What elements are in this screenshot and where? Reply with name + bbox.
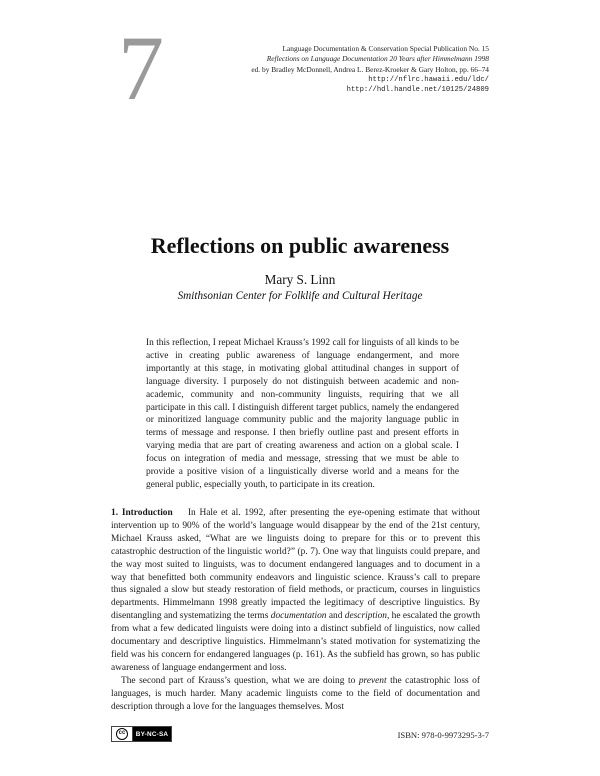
paragraph-1 — [111, 507, 480, 675]
p1-term-documentation: documentation — [270, 611, 327, 622]
p1-text-b: and — [328, 611, 343, 622]
p2-term-prevent: prevent — [358, 675, 387, 686]
cc-symbol: cc — [116, 728, 128, 740]
p1-text-a: In Hale et al. 1992, after presenting the eye-opening estimate that without intervention up to 90% of the world’s language would disappear by the end of the 21st century, Michael Krauss asked, “What are we linguists doing to prepare for this or to prevent this catastrophic destruction of the linguistic world?” (p. 7). One way that linguists could prepare, and the way most suited to linguists, was to document endangered languages and to document in a way that benefitted both community endeavors and linguistic science. Krauss’s call to prepare thus signaled a slow but steady restoration of field methods, or practicum, courses in linguistics departments. Himmelmann 1998 greatly impacted the legitimacy of descriptive linguistics. By disentangling and systematizing the terms — [111, 508, 480, 622]
isbn: ISBN: 978-0-9973295-3-7 — [397, 730, 489, 740]
editors-line: ed. by Bradley McDonnell, Andrea L. Berez-Kroeker & Gary Holton, pp. 66–74 — [251, 64, 489, 74]
publication-header — [251, 44, 489, 95]
license-label: BY-NC-SA — [133, 727, 171, 741]
series-line: Language Documentation & Conservation Special Publication No. 15 — [282, 44, 489, 53]
paper-title: Reflections on public awareness — [150, 233, 450, 258]
journal-url-link[interactable]: http://nflrc.hawaii.edu/ldc/ — [368, 75, 489, 84]
abstract — [146, 337, 459, 492]
paragraph-2 — [111, 675, 480, 714]
author-name: Mary S. Linn — [264, 272, 336, 287]
body-text — [111, 507, 480, 714]
p1-term-description: description — [344, 611, 387, 622]
author-affiliation: Smithsonian Center for Folklife and Cultural Heritage — [177, 290, 423, 302]
p2-text-b: the catastrophic loss of languages, is much harder. Many academic linguists come to the field of documentation and description through a love for the languages themselves. Most — [111, 675, 480, 712]
p2-text-a: The second part of Krauss’s question, what we are doing to — [121, 675, 356, 686]
abstract-text: In this reflection, I repeat Michael Krauss’s 1992 call for linguists of all kinds to be active in creating public awareness of language endangerment, and more importantly at this stage, in motivating global attitudinal changes in support of language diversity. I purposely do not distinguish between academic and non-academic, community and non-community linguists, requiring that we all participate in this call. I distinguish different target publics, namely the endangered or minoritized language community public and the majority language public in terms of message and response. I then briefly outline past and present efforts in varying media that are part of creating awareness and action on a global scale. I focus on integration of media and message, stressing that we must be able to provide a positive vision of a linguistically diverse world and a means for the general public, especially youth, to participate in its creation. — [146, 338, 459, 490]
p1-text-c: , he escalated the growth from what a few dedicated linguists were doing into a distinct subfield of linguistics, now called documentary and descriptive linguistics. Himmelmann’s stated motivation for systematizing the field was his concern for endangered languages (p. 161). As the subfield has grown, so has public awareness of language endangerment and loss. — [111, 611, 481, 673]
chapter-number: 7 — [118, 17, 164, 119]
creative-commons-license-badge[interactable] — [111, 726, 172, 742]
handle-url-link[interactable]: http://hdl.handle.net/10125/24809 — [346, 86, 489, 95]
volume-title-line: Reflections on Language Documentation 20 Years after Himmelmann 1998 — [266, 54, 489, 64]
section-heading: 1. Introduction — [111, 508, 173, 518]
cc-icon — [112, 727, 133, 741]
